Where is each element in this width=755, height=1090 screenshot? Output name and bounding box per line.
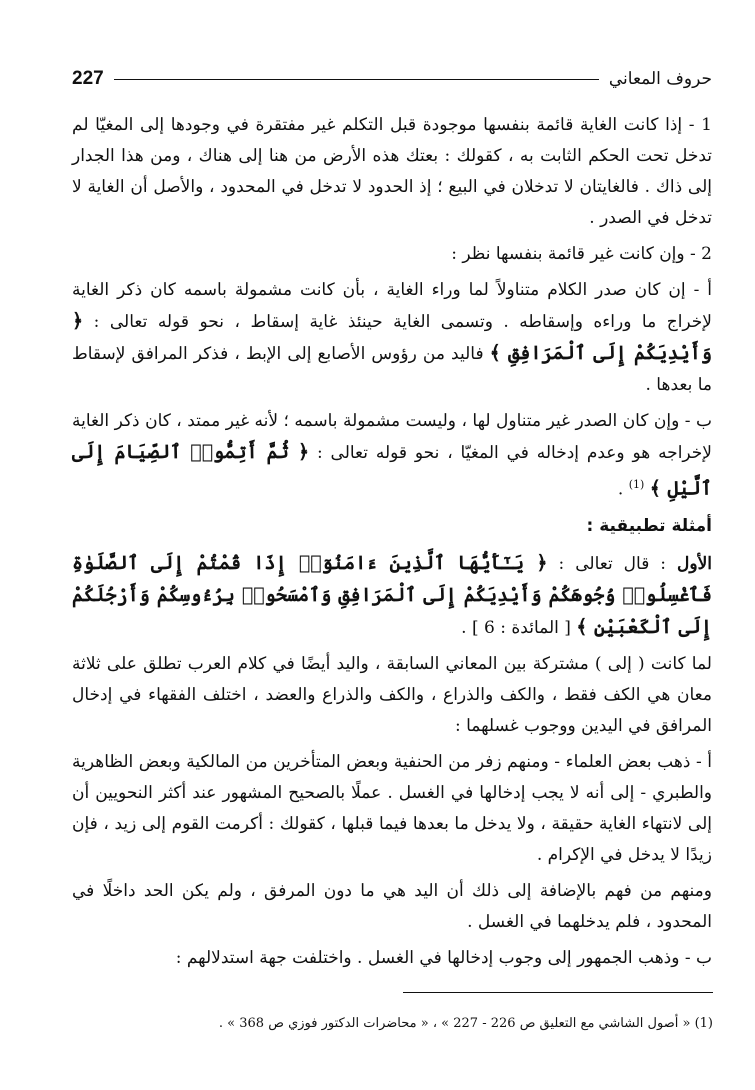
header-rule — [114, 79, 599, 80]
footnote-rule — [403, 992, 713, 993]
paragraph-8: ومنهم من فهم بالإضافة إلى ذلك أن اليد هي ما دون المرفق ، ولم يكن الحد داخلًا في المحدود ، فلم يدخلهما في الغسل . — [72, 880, 712, 932]
quran-verse-1: ﴿ وَأَيْدِيَكُمْ إِلَى ٱلْمَرَافِقِ ﴾ — [72, 310, 712, 364]
example-lead: الأول — [677, 553, 712, 574]
footnote: (1) « أصول الشاشي مع التعليق ص 226 - 227 » ، « محاضرات الدكتور فوزي ص 368 » . — [218, 1016, 713, 1031]
paragraph-3-rest: فاليد من رؤوس الأصابع إلى الإبط ، فذكر المرافق لإسقاط ما بعدها . — [72, 344, 712, 395]
paragraph-4-end: . — [617, 479, 624, 500]
paragraph-4 — [72, 406, 712, 506]
paragraph-5 — [72, 548, 712, 644]
page-number: 227 — [72, 68, 104, 89]
running-title: حروف المعاني — [608, 69, 712, 89]
paragraph-2: 2 - وإن كانت غير قائمة بنفسها نظر : — [451, 244, 712, 264]
footnote-marker: (1) — [628, 478, 645, 491]
section-heading: أمثلة تطبيقية : — [586, 515, 712, 536]
paragraph-6: لما كانت ( إلى ) مشتركة بين المعاني السابقة ، واليد أيضًا في كلام العرب تطلق على ثلاثة معان هي الكف فقط ، والكف والذراع ، والكف والذراع والعضد ، اختلف الفقهاء في إدخال المرافق في اليدين ووجوب غسلهما : — [72, 653, 712, 736]
verse-reference: [ المائدة : 6 ] . — [461, 617, 571, 638]
page-body — [72, 110, 712, 979]
page-header — [72, 64, 712, 94]
quran-verse-2: ﴿ ثُمَّ أَتِمُّوا۟ ٱلصِّيَامَ إِلَى ٱلَّيْلِ ﴾ — [72, 441, 712, 500]
paragraph-3-text: أ - إن كان صدر الكلام متناولاً لما وراء الغاية ، بأن كانت مشمولة باسمه كان ذكر الغاية لإخراج ما وراءه وإسقاطه . وتسمى الغاية حينئذ غاية إسقاط ، نحو قوله تعالى : — [72, 280, 712, 332]
quran-verse-3: ﴿ يَـٰٓأَيُّهَا ٱلَّذِينَ ءَامَنُوٓا۟ إِذَا قُمْتُمْ إِلَى ٱلصَّلَوٰةِ فَٱغْسِلُوا۟ وُجُوهَكُمْ وَأَيْدِيَكُمْ إِلَى ٱلْمَرَافِقِ وَٱمْسَحُوا۟ بِرُءُوسِكُمْ وَأَرْجُلَكُمْ إِلَى ٱلْكَعْبَيْنِ ﴾ — [72, 551, 712, 638]
paragraph-7: أ - ذهب بعض العلماء - ومنهم زفر من الحنفية وبعض المتأخرين من المالكية وبعض الظاهرية والطبري - إلى أنه لا يجب إدخالها في الغسل . عملًا بالصحيح المشهور عند أكثر النحويين أن إلى لانتهاء الغاية حقيقة ، ولا يدخل ما بعدها فيما قبلها ، كقولك : أكرمت القوم إلى زيد ، فإن زيدًا لا يدخل في الإكرام . — [72, 751, 712, 865]
paragraph-3 — [72, 275, 712, 401]
paragraph-4-text: ب - وإن كان الصدر غير متناول لها ، وليست مشمولة باسمه ؛ لأنه غير ممتد ، كان ذكر الغاية لإخراجه هو وعدم إدخاله في المغيّا ، نحو قوله تعالى : — [72, 411, 712, 463]
paragraph-9: ب - وذهب الجمهور إلى وجوب إدخالها في الغسل . واختلفت جهة استدلالهم : — [175, 947, 712, 968]
paragraph-1: 1 - إذا كانت الغاية قائمة بنفسها موجودة قبل التكلم غير مفتقرة في وجودها إلى المغيّا لم تدخل تحت الحكم الثابت به ، كقولك : بعتك هذه الأرض من هنا إلى هناك ، ومن هذا الجدار إلى ذاك . فالغايتان لا تدخلان في البيع ؛ إذ الحدود لا تدخل في المحدود ، والأصل أن الغاية لا تدخل في الصدر . — [72, 115, 712, 228]
paragraph-5-text: : قال تعالى : — [558, 553, 667, 574]
